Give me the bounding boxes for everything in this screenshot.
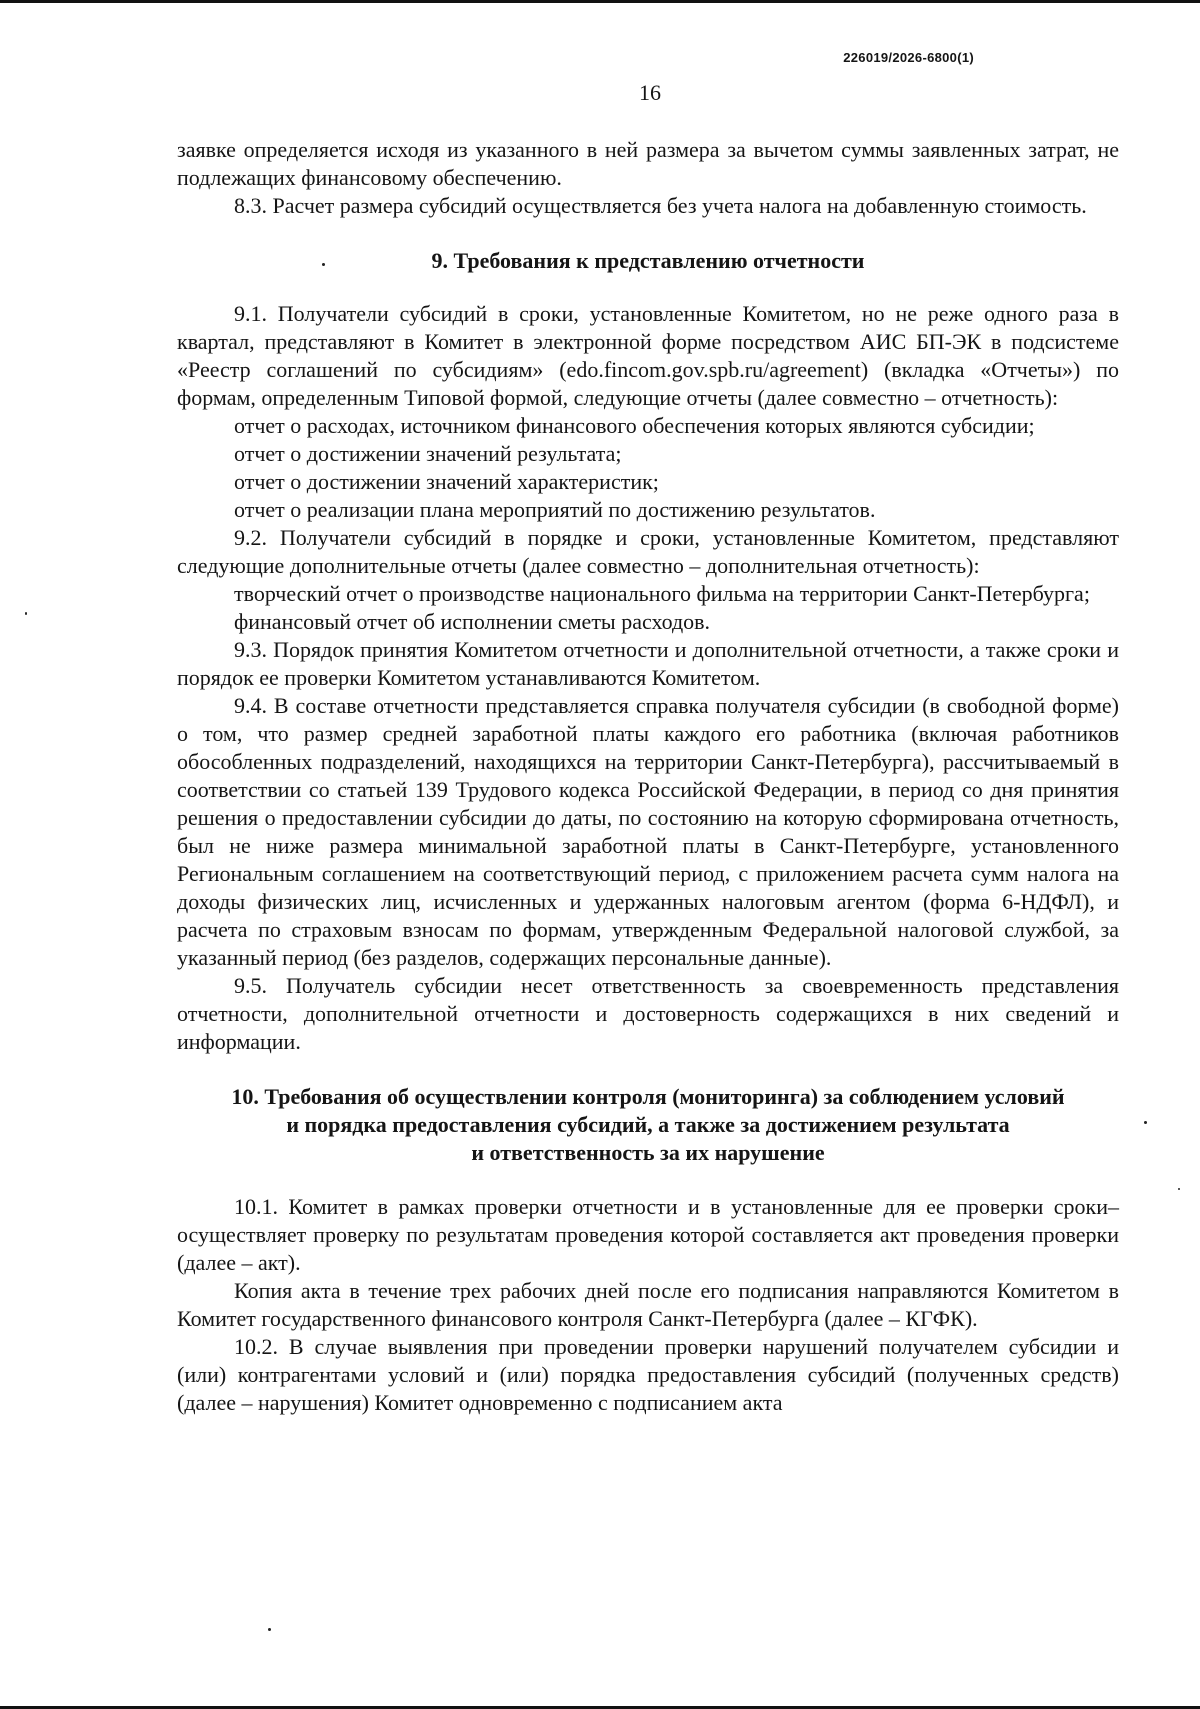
scan-speck xyxy=(322,263,325,266)
section-10-heading xyxy=(177,1083,1119,1167)
paragraph-10-1: 10.1. Комитет в рамках проверки отчетности и в установленные для ее проверки сроки–осуществляет проверку по результатам проведения которой составляется акт проведения проверки (далее – акт). xyxy=(177,1194,1119,1275)
section-10-heading-line-1: 10. Требования об осуществлении контроля (мониторинга) за соблюдением условий xyxy=(231,1084,1065,1109)
page-number: 16 xyxy=(639,80,661,105)
section-10-heading-line-2: и порядка предоставления субсидий, а также за достижением результата xyxy=(286,1112,1010,1137)
paragraph-10-2: 10.2. В случае выявления при проведении проверки нарушений получателем субсидии и (или) контрагентами условий и (или) порядка предоставления субсидий (полученных средств) (далее – нарушения) Комитет одновременно с подписанием акта xyxy=(177,1334,1119,1415)
document-number: 226019/2026-6800(1) xyxy=(843,50,974,65)
paragraph-9-1: 9.1. Получатели субсидий в сроки, установленные Комитетом, но не реже одного раза в квартал, представляют в Комитет в электронной форме посредством АИС БП-ЭК в подсистеме «Реестр соглашений по субсидиям» (edo.fincom.gov.spb.ru/agreement) (вкладка «Отчеты») по формам, определенным Типовой формой, следующие отчеты (далее совместно – отчетность): xyxy=(177,301,1119,410)
paragraph-9-2: 9.2. Получатели субсидий в порядке и сроки, установленные Комитетом, представляют следующие дополнительные отчеты (далее совместно – дополнительная отчетность): xyxy=(177,525,1119,578)
paragraph-9-1-item-b: отчет о достижении значений результата; xyxy=(234,441,622,466)
paragraph-9-2-item-b: финансовый отчет об исполнении сметы расходов. xyxy=(234,609,711,634)
scan-speck xyxy=(25,612,27,615)
section-9-heading: 9. Требования к представлению отчетности xyxy=(431,248,865,273)
paragraph-10-1-copy: Копия акта в течение трех рабочих дней после его подписания направляются Комитетом в Комитет государственного финансового контроля Санкт-Петербурга (далее – КГФК). xyxy=(177,1278,1119,1331)
paragraph-8-3: 8.3. Расчет размера субсидий осуществляется без учета налога на добавленную стоимость. xyxy=(234,193,1087,218)
paragraph-9-3: 9.3. Порядок принятия Комитетом отчетности и дополнительной отчетности, а также сроки и порядок ее проверки Комитетом устанавливаются Комитетом. xyxy=(177,637,1119,690)
paragraph-9-1-item-a: отчет о расходах, источником финансового обеспечения которых являются субсидии; xyxy=(234,413,1035,438)
scan-speck xyxy=(1178,1188,1180,1190)
paragraph-9-2-item-a: творческий отчет о производстве национального фильма на территории Санкт-Петербурга; xyxy=(234,581,1090,606)
scan-speck xyxy=(268,1628,271,1631)
paragraph-9-4: 9.4. В составе отчетности представляется справка получателя субсидии (в свободной форме) о том, что размер средней заработной платы каждого его работника (включая работников обособленных подразделений, находящихся на территории Санкт-Петербурга), рассчитываемый в соответствии со статьей 139 Трудового кодекса Российской Федерации, в период со дня принятия решения о предоставлении субсидии до даты, по состоянию на которую сформирована отчетность, был не ниже размера минимальной заработной платы в Санкт-Петербурге, установленного Региональным соглашением на соответствующий период, с приложением расчета сумм налога на доходы физических лиц, исчисленных и удержанных налоговым агентом (форма 6-НДФЛ), и расчета по страховым взносам по формам, утвержденным Федеральной налоговой службой, за указанный период (без разделов, содержащих персональные данные). xyxy=(177,693,1119,970)
paragraph-9-1-item-d: отчет о реализации плана мероприятий по достижению результатов. xyxy=(234,497,876,522)
paragraph-9-5: 9.5. Получатель субсидии несет ответственность за своевременность представления отчетности, дополнительной отчетности и достоверность содержащихся в них сведений и информации. xyxy=(177,973,1119,1054)
scan-top-border xyxy=(0,0,1200,3)
section-10-heading-line-3: и ответственность за их нарушение xyxy=(471,1140,825,1165)
paragraph-9-1-item-c: отчет о достижении значений характеристик; xyxy=(234,469,659,494)
scan-speck xyxy=(1144,1121,1147,1124)
document-body xyxy=(177,136,1119,1417)
paragraph-8-2-continuation: заявке определяется исходя из указанного в ней размера за вычетом суммы заявленных затрат, не подлежащих финансовому обеспечению. xyxy=(177,137,1119,190)
